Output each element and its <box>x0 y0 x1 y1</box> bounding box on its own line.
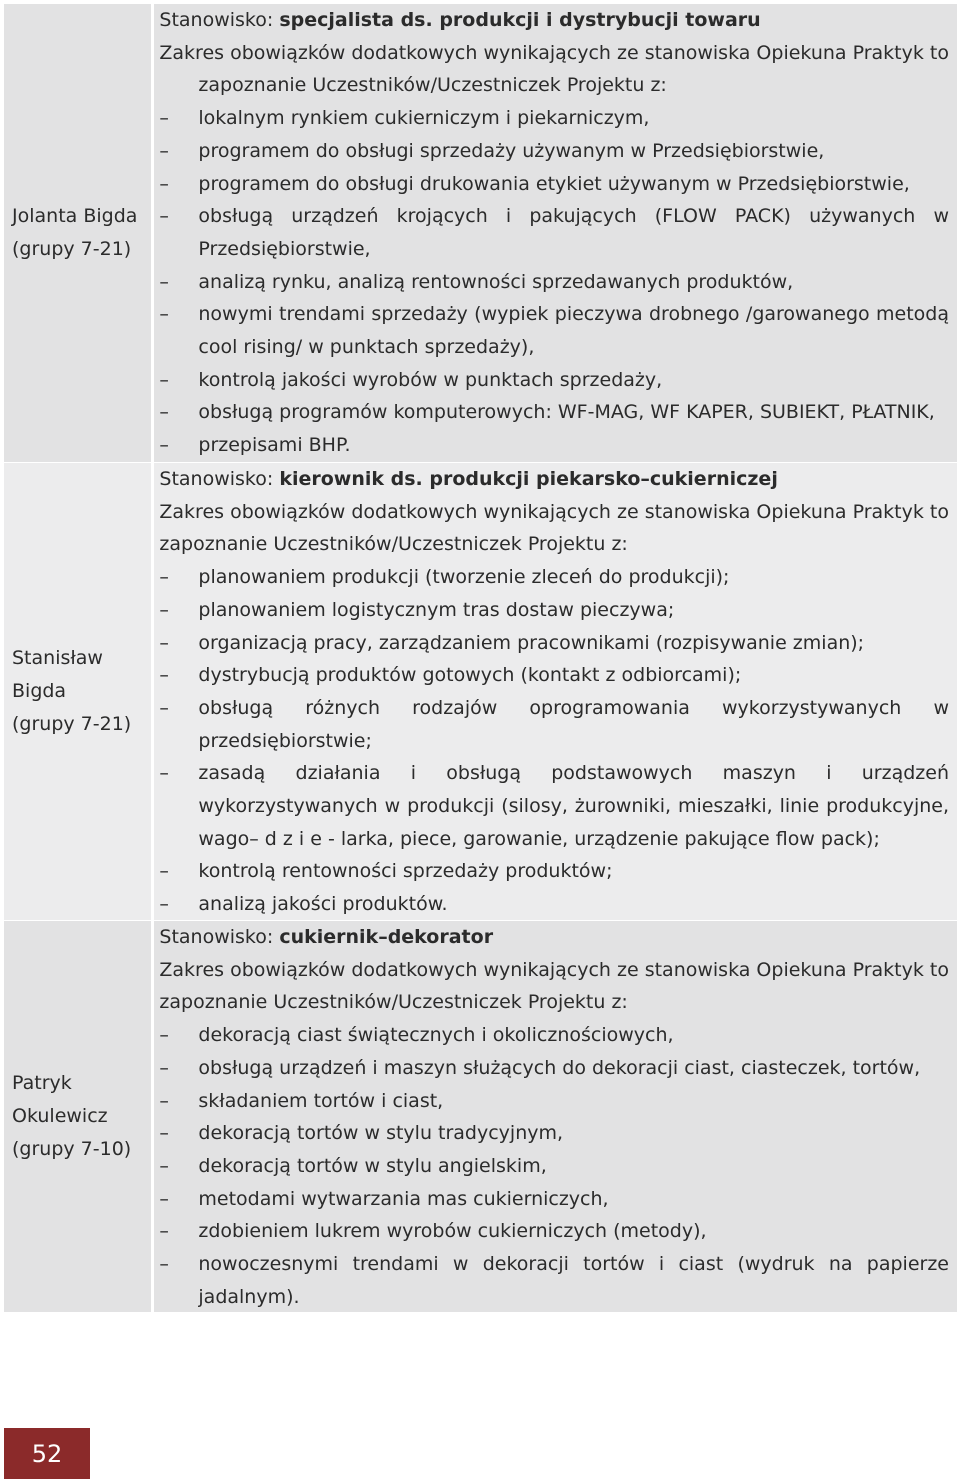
list-item: – składaniem tortów i ciast, <box>159 1085 949 1118</box>
list-item: – planowaniem produkcji (tworzenie zleceń do produkcji); <box>159 561 949 594</box>
duties-cell <box>154 921 957 1312</box>
list-item: – planowaniem logistycznym tras dostaw pieczywa; <box>159 594 949 627</box>
dash-marker: – <box>159 172 169 195</box>
dash-marker: – <box>159 1024 169 1047</box>
table-row <box>4 4 957 462</box>
list-item: – dekoracją tortów w stylu angielskim, <box>159 1150 949 1183</box>
position-prefix: Stanowisko: <box>159 468 280 490</box>
list-item: – kontrolą jakości wyrobów w punktach sprzedaży, <box>159 364 949 397</box>
dash-marker: – <box>159 598 169 621</box>
list-item: – obsługą urządzeń krojących i pakujących (FLOW PACK) używanych w Przedsiębiorstwie, <box>159 200 949 265</box>
intro-line: zapoznanie Uczestników/Uczestniczek Projektu z: <box>159 991 628 1014</box>
page-number: 52 <box>31 1439 63 1468</box>
list-item: – obsługą urządzeń i maszyn służących do dekoracji ciast, ciasteczek, tortów, <box>159 1052 949 1085</box>
list-item: – kontrolą rentowności sprzedaży produktów; <box>159 855 949 888</box>
position-line <box>159 921 949 954</box>
dash-marker: – <box>159 1187 169 1210</box>
intro-line: zapoznanie Uczestników/Uczestniczek Projektu z: <box>159 533 628 556</box>
dash-marker: – <box>159 401 169 424</box>
person-name: Stanisław Bigda <box>12 647 103 702</box>
position-prefix: Stanowisko: <box>159 926 280 948</box>
dash-marker: – <box>159 434 169 457</box>
dash-marker: – <box>159 1089 169 1112</box>
intro-line: Zakres obowiązków dodatkowych wynikających ze stanowiska Opiekuna Praktyk to <box>159 958 949 981</box>
person-cell <box>4 4 151 462</box>
list-item: – programem do obsługi sprzedaży używanym w Przedsiębiorstwie, <box>159 135 949 168</box>
dash-marker: – <box>159 860 169 883</box>
intro-line: Zakres obowiązków dodatkowych wynikających ze stanowiska Opiekuna Praktyk to <box>159 41 949 64</box>
dash-marker: – <box>159 205 169 228</box>
dash-marker: – <box>159 1056 169 1079</box>
dash-marker: – <box>159 762 169 785</box>
dash-marker: – <box>159 368 169 391</box>
table-row <box>4 921 957 1312</box>
intro-line: Zakres obowiązków dodatkowych wynikających ze stanowiska Opiekuna Praktyk to <box>159 500 949 523</box>
dash-marker: – <box>159 1253 169 1276</box>
dash-marker: – <box>159 270 169 293</box>
list-item: – obsługą różnych rodzajów oprogramowania wykorzystywanych w przedsiębiorstwie; <box>159 692 949 757</box>
dash-marker: – <box>159 139 169 162</box>
person-groups: (grupy 7-10) <box>12 1138 132 1160</box>
dash-marker: – <box>159 696 169 719</box>
duties-cell <box>154 463 957 920</box>
list-item: – analizą jakości produktów. <box>159 888 949 921</box>
position-title: specjalista ds. produkcji i dystrybucji towaru <box>279 9 761 31</box>
duties-list <box>159 1019 949 1313</box>
person-name: Jolanta Bigda <box>12 205 138 227</box>
page-number-badge <box>4 1428 90 1479</box>
position-title: cukiernik–dekorator <box>279 926 494 948</box>
dash-marker: – <box>159 107 169 130</box>
position-prefix: Stanowisko: <box>159 9 280 31</box>
list-item: – analizą rynku, analizą rentowności sprzedawanych produktów, <box>159 266 949 299</box>
practice-supervisors-table <box>4 4 957 1312</box>
list-item: – lokalnym rynkiem cukierniczym i piekarniczym, <box>159 102 949 135</box>
duties-list <box>159 561 949 921</box>
dash-marker: – <box>159 893 169 916</box>
dash-marker: – <box>159 664 169 687</box>
list-item: – dekoracją tortów w stylu tradycyjnym, <box>159 1117 949 1150</box>
table-row <box>4 463 957 920</box>
position-line <box>159 4 949 37</box>
dash-marker: – <box>159 1154 169 1177</box>
list-item: – programem do obsługi drukowania etykiet używanym w Przedsiębiorstwie, <box>159 168 949 201</box>
dash-marker: – <box>159 566 169 589</box>
list-item: – zasadą działania i obsługą podstawowych maszyn i urządzeń wykorzystywanych w produkcji (silosy, żurowniki, mieszałki, linie produkcyjne, wago– d z i e - larka, piece, garowanie, urządzenie pakujące flow pack); <box>159 757 949 855</box>
dash-marker: – <box>159 631 169 654</box>
person-groups: (grupy 7-21) <box>12 238 132 260</box>
list-item: – dekoracją ciast świątecznych i okolicznościowych, <box>159 1019 949 1052</box>
position-title: kierownik ds. produkcji piekarsko–cukierniczej <box>279 468 778 490</box>
list-item: – zdobieniem lukrem wyrobów cukierniczych (metody), <box>159 1215 949 1248</box>
list-item: – dystrybucją produktów gotowych (kontakt z odbiorcami); <box>159 659 949 692</box>
position-line <box>159 463 949 496</box>
person-cell <box>4 921 151 1312</box>
dash-marker: – <box>159 1220 169 1243</box>
duties-cell <box>154 4 957 462</box>
dash-marker: – <box>159 1122 169 1145</box>
person-cell <box>4 463 151 920</box>
list-item: – nowymi trendami sprzedaży (wypiek pieczywa drobnego /garowanego metodą cool rising/ w punktach sprzedaży), <box>159 298 949 363</box>
list-item: – organizacją pracy, zarządzaniem pracownikami (rozpisywanie zmian); <box>159 627 949 660</box>
list-item: – obsługą programów komputerowych: WF-MAG, WF KAPER, SUBIEKT, PŁATNIK, <box>159 396 949 429</box>
person-name: Patryk Okulewicz <box>12 1072 108 1127</box>
list-item: – metodami wytwarzania mas cukierniczych, <box>159 1183 949 1216</box>
list-item: – przepisami BHP. <box>159 429 949 462</box>
dash-marker: – <box>159 303 169 326</box>
person-groups: (grupy 7-21) <box>12 713 132 735</box>
duties-list <box>159 102 949 462</box>
list-item: – nowoczesnymi trendami w dekoracji tortów i ciast (wydruk na papierze jadalnym). <box>159 1248 949 1313</box>
intro-continuation: zapoznanie Uczestników/Uczestniczek Projektu z: <box>198 74 667 97</box>
